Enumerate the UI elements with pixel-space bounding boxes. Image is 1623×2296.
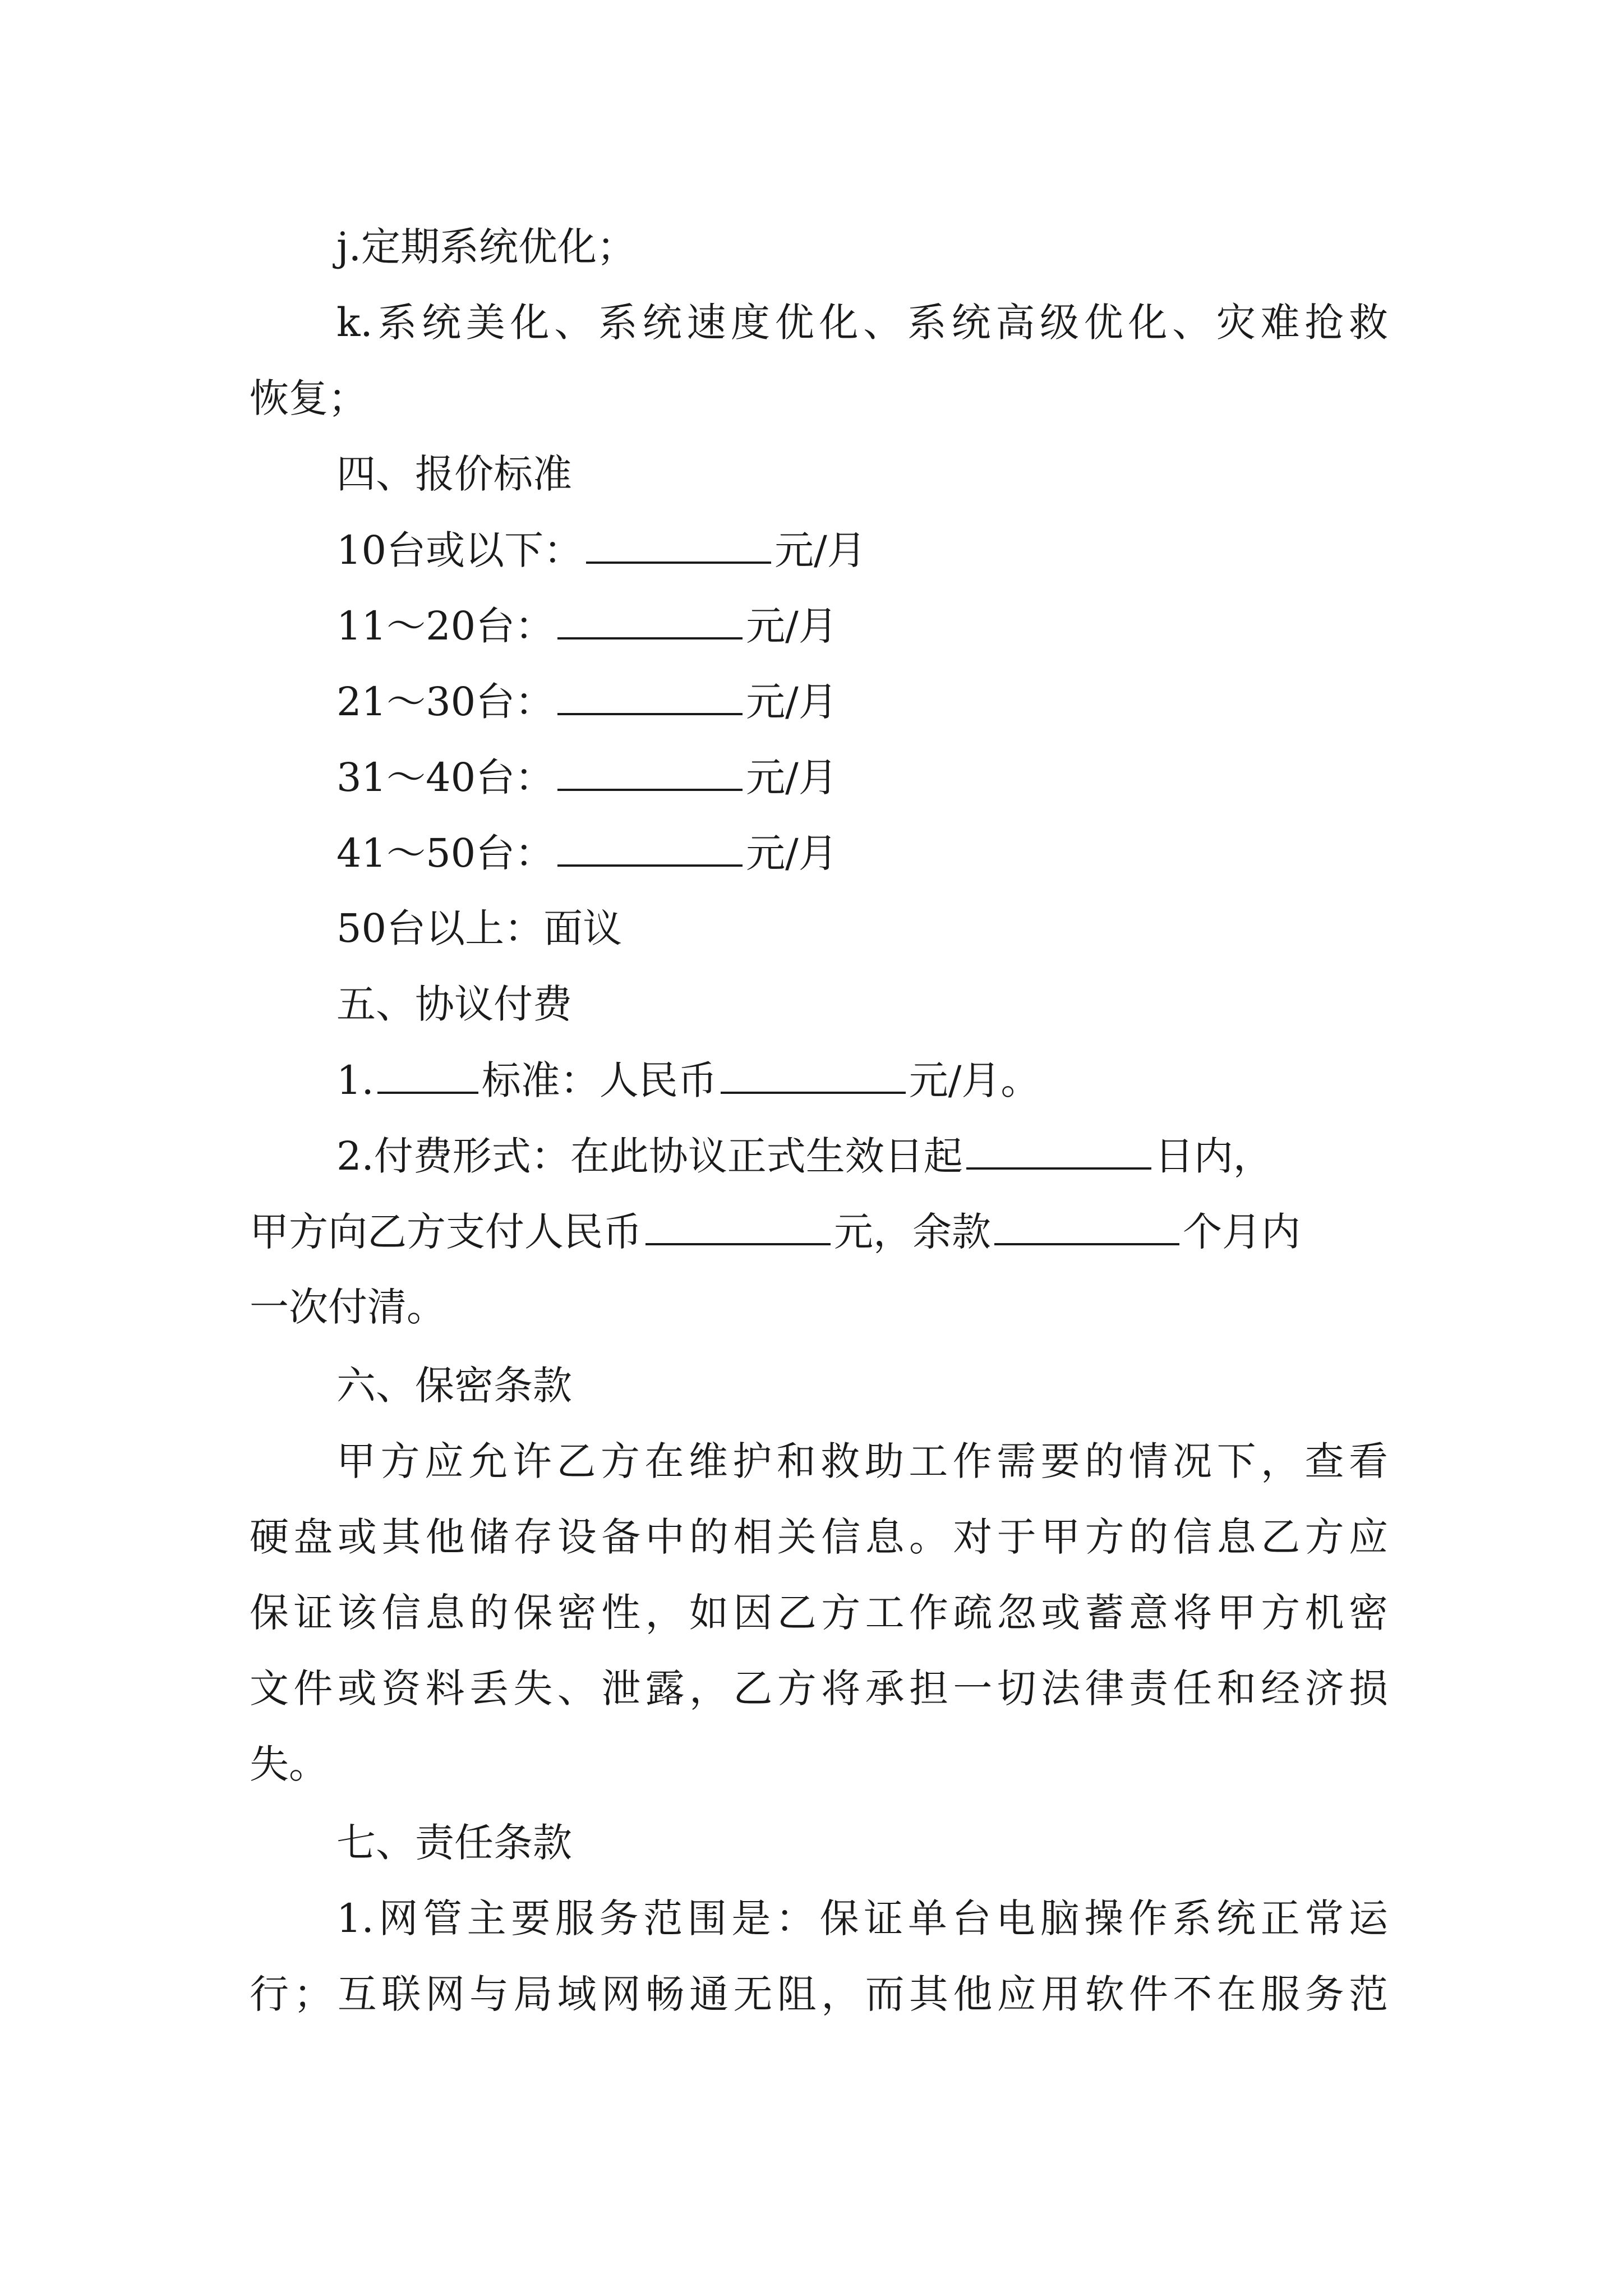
fee-item-1 [336, 1055, 1040, 1105]
pricing-row [336, 676, 838, 726]
item-k-line2: 恢复； [250, 375, 367, 421]
pricing-row [336, 827, 838, 878]
confidentiality-para-line: 失。 [250, 1741, 328, 1787]
pricing-range: 31～40台： [336, 754, 555, 800]
liability-item-1-line: 行；互联网与局域网畅通无阻，而其他应用软件不在服务范 [250, 1971, 1388, 2017]
fee-blank [966, 1130, 1151, 1170]
price-blank [557, 752, 743, 791]
pricing-row [336, 600, 838, 651]
price-blank [557, 600, 743, 639]
fee-item-1-label: 标准：人民币 [481, 1057, 717, 1103]
pricing-row [336, 752, 838, 802]
pricing-unit: 元/月 [746, 830, 838, 876]
fee-blank [721, 1055, 906, 1094]
pricing-range: 11～20台： [336, 603, 555, 649]
section-5-heading: 五、协议付费 [336, 981, 572, 1027]
pricing-unit: 元/月 [746, 679, 838, 725]
confidentiality-para-line: 文件或资料丢失、泄露，乙方将承担一切法律责任和经济损 [250, 1665, 1388, 1711]
fee-blank [994, 1206, 1179, 1245]
fee-item-1-unit: 元/月。 [909, 1057, 1040, 1103]
section-7-heading: 七、责任条款 [336, 1820, 572, 1866]
price-blank [557, 676, 743, 715]
fee-blank [377, 1055, 478, 1094]
item-k-line1: k.系统美化、系统速度优化、系统高级优化、灾难抢救 [336, 300, 1388, 346]
fee-item-2-line3: 一次付清。 [250, 1284, 446, 1330]
fee-item-1-prefix: 1. [336, 1057, 374, 1103]
confidentiality-para-line: 甲方应允许乙方在维护和救助工作需要的情况下，查看 [336, 1438, 1388, 1484]
liability-item-1-line: 1.网管主要服务范围是：保证单台电脑操作系统正常运 [336, 1895, 1388, 1941]
fee-item-2-line1 [336, 1130, 1272, 1181]
fee-blank [645, 1206, 831, 1245]
pricing-row [336, 524, 866, 575]
fee-item-2-text: 个月内 [1183, 1209, 1301, 1255]
price-blank [586, 524, 771, 564]
pricing-unit: 元/月 [774, 527, 866, 573]
fee-item-2-line2 [250, 1206, 1301, 1257]
pricing-over-50: 50台以上：面议 [336, 905, 623, 951]
price-blank [557, 827, 743, 867]
pricing-range: 41～50台： [336, 830, 555, 876]
confidentiality-para-line: 保证该信息的保密性，如因乙方工作疏忽或蓄意将甲方机密 [250, 1590, 1388, 1636]
fee-item-2-text: 2.付费形式：在此协议正式生效日起 [336, 1133, 963, 1179]
section-6-heading: 六、保密条款 [336, 1363, 572, 1409]
pricing-range: 21～30台： [336, 679, 555, 725]
item-j: j.定期系统优化； [336, 224, 636, 270]
pricing-range: 10台或以下： [336, 527, 583, 573]
confidentiality-para-line: 硬盘或其他储存设备中的相关信息。对于甲方的信息乙方应 [250, 1514, 1388, 1560]
fee-item-2-text: 甲方向乙方支付人民币 [250, 1209, 642, 1255]
pricing-unit: 元/月 [746, 603, 838, 649]
fee-item-2-text: 日内， [1154, 1133, 1272, 1179]
section-4-heading: 四、报价标准 [336, 451, 572, 497]
pricing-unit: 元/月 [746, 754, 838, 800]
fee-item-2-text: 元，余款 [834, 1209, 991, 1255]
